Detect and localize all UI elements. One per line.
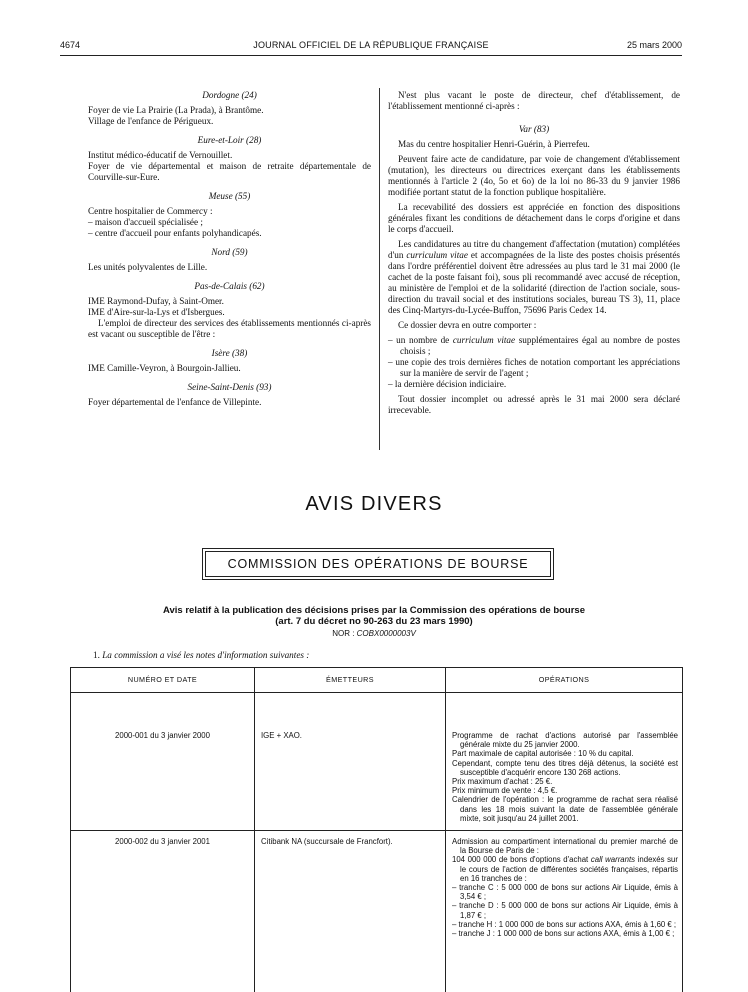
intro-number: 1. [93,650,103,660]
paragraph: Ce dossier devra en outre comporter : [398,320,537,330]
text-line: Mas du centre hospitalier Henri-Guérin, à Pierrefeu. [398,139,590,149]
column-header: NUMÉRO ET DATE [71,668,255,693]
issue-date: 25 mars 2000 [626,40,682,50]
nor-reference [90,629,658,638]
paragraph: Peuvent faire acte de candidature, par voie de changement d'établissement (mutation), les directeurs ou directrices exerçant dans les établissements mentionnés à l'article 2 (4o, 5o et 6o) de la loi no 86-33 du 9 janvier 1986 modifiée portant statut de la fonction publique hospitalière. [388,154,680,197]
table-header-row [71,668,683,693]
operation-line: Cependant, compte tenu des titres déjà détenus, la société est susceptible d'acquérir encore 130 268 actions. [452,758,678,777]
cell-issuer: IGE + XAO. [255,693,446,831]
column-divider [379,88,380,450]
table-row [71,831,683,992]
text-line: Village de l'enfance de Périgueux. [88,116,214,126]
operation-line: Prix maximum d'achat : 25 €. [452,777,553,787]
list-item: – maison d'accueil spécialisée ; [88,217,203,227]
dept-heading-pas-de-calais: Pas-de-Calais (62) [194,281,265,291]
operations-table [70,667,683,992]
operation-line: Part maximale de capital autorisée : 10 % du capital. [452,749,634,759]
cell-operations [446,831,683,992]
dept-heading-isere: Isère (38) [211,348,248,358]
dept-heading-dordogne: Dordogne (24) [202,90,257,100]
list-item: – la dernière décision indiciaire. [388,379,507,389]
dept-heading-eure-et-loir: Eure-et-Loir (28) [197,135,262,145]
text-line: IME Camille-Veyron, à Bourgoin-Jallieu. [88,363,241,373]
text-line: IME Raymond-Dufay, à Saint-Omer. [88,296,224,306]
operation-line: Admission au compartiment international du premier marché de la Bourse de Paris de : [452,837,678,856]
intro-text: La commission a visé les notes d'information suivantes : [102,650,310,660]
text-run: indexés sur le cours de l'action de différentes sociétés françaises, répartis en 16 tranches de : [460,855,678,883]
notice-title [90,605,658,627]
dept-heading-meuse: Meuse (55) [208,191,251,201]
cell-issuer: Citibank NA (succursale de Francfort). [255,831,446,992]
commission-box: COMMISSION DES OPÉRATIONS DE BOURSE [205,551,551,577]
tranche-item: – tranche J : 1 000 000 de bons sur actions AXA, émis à 1,00 € ; [452,929,675,939]
left-column [88,90,371,408]
cell-number-date: 2000-002 du 3 janvier 2001 [71,831,255,992]
list-item: – centre d'accueil pour enfants polyhandicapés. [88,228,262,238]
paragraph: L'emploi de directeur des services des établissements mentionnés ci-après est vacant ou susceptible de l'être : [88,318,371,339]
tranche-item: – tranche C : 5 000 000 de bons sur actions Air Liquide, émis à 3,54 € ; [452,883,678,902]
dept-heading-var: Var (83) [518,124,550,134]
text-run: 104 000 000 de bons d'options d'achat [452,855,591,865]
text-run-italic: curriculum vitae [406,250,468,260]
journal-title: JOURNAL OFFICIEL DE LA RÉPUBLIQUE FRANÇAISE [253,40,489,50]
column-header: ÉMETTEURS [255,668,446,693]
list-item [388,335,680,357]
text-line: IME d'Aire-sur-la-Lys et d'Isbergues. [88,307,225,317]
text-run: et accompagnées de la liste des postes choisis présentés dans l'ordre préférentiel doivent être adressées au plus tard le 31 mai 2000 (le cachet de la poste faisant foi), sous pli recommandé avec accusé de réception, au ministère de l'emploi et de la solidarité (direction de l'action sociale, sous-direction du travail social et des institutions sociales, bureau TS 3), 11, place des Cinq-Martyrs-du-Lycée-Buffon, 75696 Paris Cedex 14. [388,250,680,315]
text-line: Les unités polyvalentes de Lille. [88,262,208,272]
text-run-italic: call warrants [590,855,636,865]
cell-operations [446,693,683,831]
dept-heading-nord: Nord (59) [211,247,248,257]
tranche-item: – tranche D : 5 000 000 de bons sur actions Air Liquide, émis à 1,87 € ; [452,901,678,920]
right-column [388,90,680,416]
operation-line: Prix minimum de vente : 4,5 €. [452,786,558,796]
operation-line: Calendrier de l'opération : le programme de rachat sera réalisé dans les 18 mois suivant la date de l'assemblée générale mixte, soit jusqu'au 24 juillet 2001. [452,795,678,823]
operation-line: Programme de rachat d'actions autorisé par l'assemblée générale mixte du 25 janvier 2000. [452,731,678,750]
paragraph: La recevabilité des dossiers est appréciée en fonction des dispositions générales fixant les conditions de détachement dans le corps d'origine et dans le corps d'accueil. [388,202,680,234]
list-item: – une copie des trois dernières fiches de notation comportant les appréciations sur la manière de servir de l'agent ; [388,357,680,378]
nor-label: NOR : [332,629,357,638]
text-line: Foyer de vie La Prairie (La Prada), à Brantôme. [88,105,264,115]
page-header [60,40,682,54]
dept-heading-seine-saint-denis: Seine-Saint-Denis (93) [187,382,272,392]
text-line: Foyer de vie départemental et maison de retraite départementale de Courville-sur-Eure. [88,161,371,182]
cell-number-date: 2000-001 du 3 janvier 2000 [71,693,255,831]
tranche-item: – tranche H : 1 000 000 de bons sur actions AXA, émis à 1,60 € ; [452,919,677,929]
text-line: Centre hospitalier de Commercy : [88,206,213,216]
nor-value: COBX0000003V [356,629,416,638]
intro-line [93,650,309,660]
paragraph: N'est plus vacant le poste de directeur, chef d'établissement, de l'établissement mentionné ci-après : [388,90,680,111]
page-number: 4674 [60,40,81,50]
operation-line [452,855,678,883]
text-line: Institut médico-éducatif de Vernouillet. [88,150,233,160]
section-title: AVIS DIVERS [305,493,443,515]
text-run: Les candidatures au titre du changement d'affectation (mutation) complétées d'un [388,239,680,260]
table-row [71,693,683,831]
notice-title-line: (art. 7 du décret no 90-263 du 23 mars 1990) [275,616,473,627]
column-header: OPÉRATIONS [446,668,683,693]
paragraph: Tout dossier incomplet ou adressé après le 31 mai 2000 sera déclaré irrecevable. [388,394,680,415]
text-line: Foyer départemental de l'enfance de Villepinte. [88,397,262,407]
notice-title-line: Avis relatif à la publication des décisions prises par la Commission des opérations de bourse [163,605,585,616]
text-run: – un nombre de [388,335,453,345]
text-run-italic: curriculum vitae [452,335,516,345]
header-rule [60,55,682,56]
text-run: supplémentaires égal au nombre de postes choisis ; [400,335,680,356]
paragraph [388,239,680,316]
